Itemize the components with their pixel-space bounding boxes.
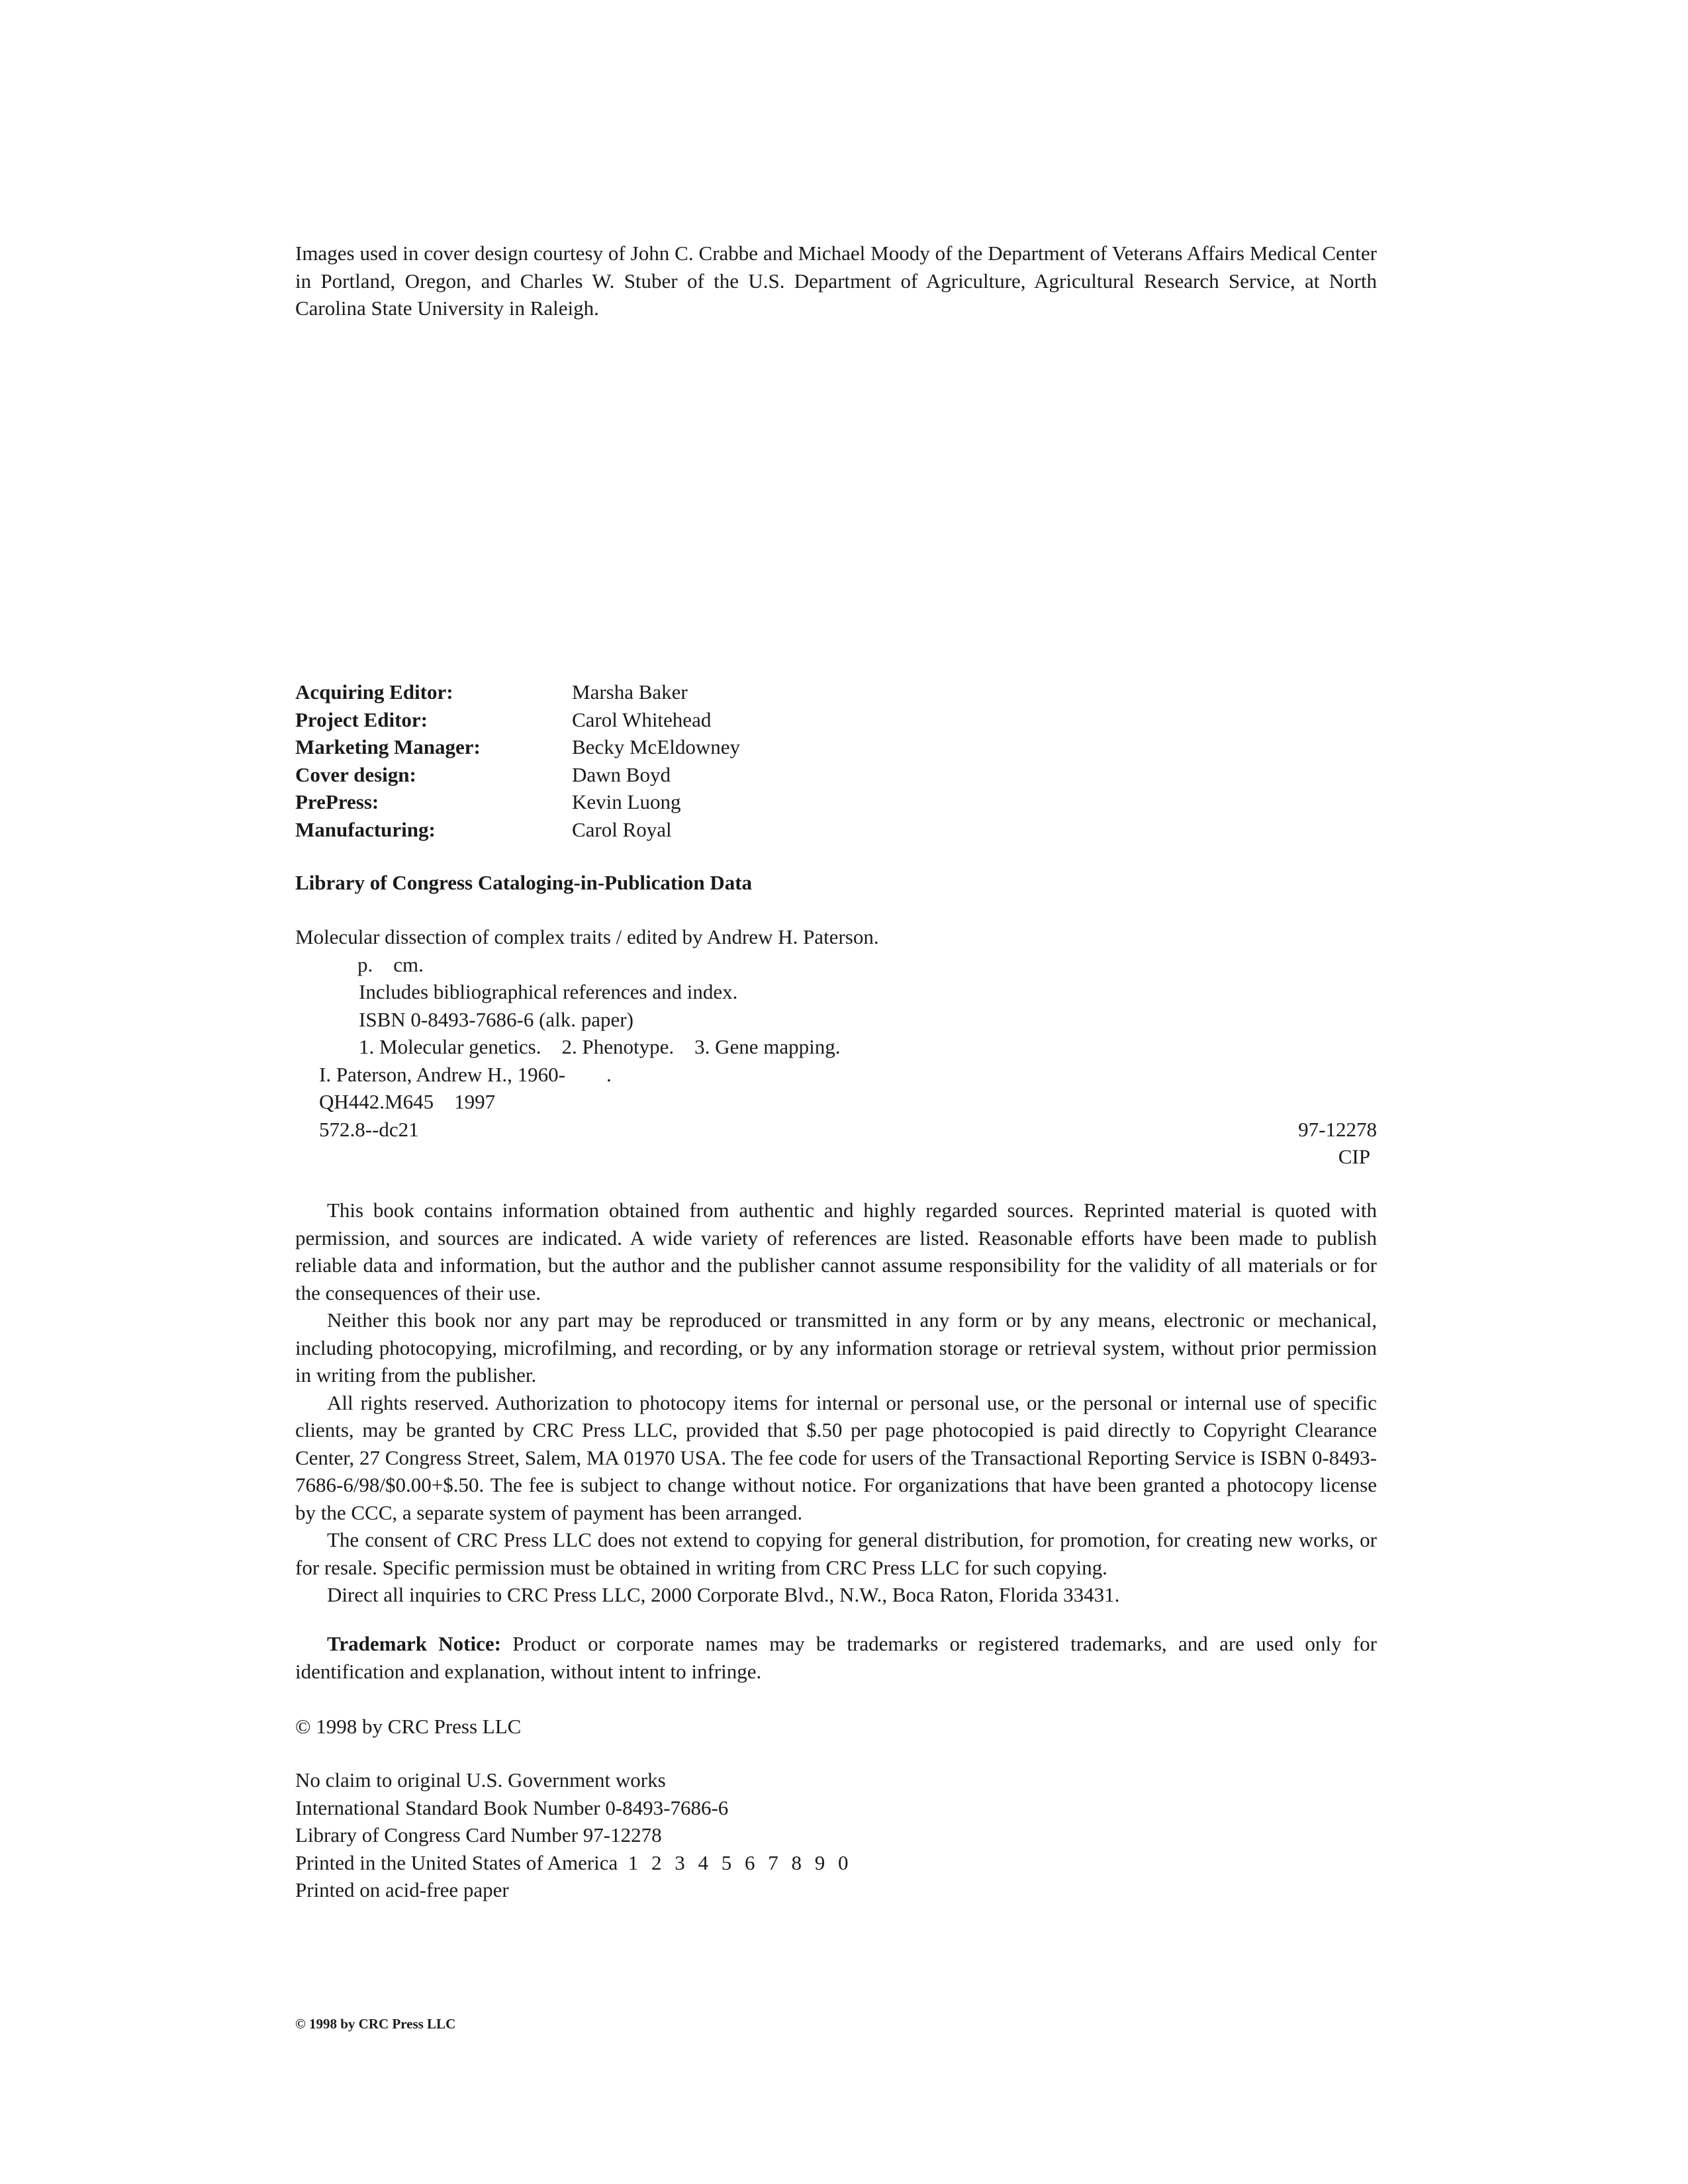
legal-notice bbox=[295, 1197, 1377, 1609]
trademark-paragraph bbox=[295, 1630, 1377, 1685]
credit-name: Becky McEldowney bbox=[572, 735, 740, 758]
cip-label: CIP bbox=[1338, 1145, 1370, 1168]
footer-copyright: © 1998 by CRC Press LLC bbox=[295, 2016, 456, 2032]
credit-name: Carol Royal bbox=[572, 817, 672, 841]
cip-pagination: p. cm. bbox=[357, 952, 424, 976]
cover-credit-paragraph: Images used in cover design courtesy of John C. Crabbe and Michael Moody of the Department of Veterans Affairs Medical Center in Portland, Oregon, and Charles W. Stuber of the U.S. Department of Agriculture, Agricultural Research Service, at North Carolina State University in Raleigh. bbox=[295, 242, 1377, 320]
printing-numbers: 1 2 3 4 5 6 7 8 9 0 bbox=[628, 1850, 849, 1874]
credit-row bbox=[295, 706, 891, 734]
credit-role: Manufacturing: bbox=[295, 817, 436, 841]
legal-paragraph: All rights reserved. Authorization to photocopy items for internal or personal use, or the personal or internal use of specific clients, may be granted by CRC Press LLC, provided that $.50 per page photocopied is paid directly to Copyright Clearance Center, 27 Congress Street, Salem, MA 01970 USA. The fee code for users of the Transactional Reporting Service is ISBN 0-8493-7686-6/98/$0.00+$.50. The fee is subject to change without notice. For organizations that have been granted a photocopy license by the CCC, a separate system of payment has been arranged. bbox=[295, 1390, 1377, 1524]
cip-lccn: 97-12278 bbox=[1298, 1117, 1377, 1141]
credit-row bbox=[295, 761, 891, 789]
trademark-text: Product or corporate names may be trademarks or registered trademarks, and are used only for identification and explanation, without intent to infringe. bbox=[295, 1632, 1377, 1683]
credit-row bbox=[295, 816, 891, 844]
isbn-line: International Standard Book Number 0-8493-7686-6 bbox=[295, 1796, 729, 1819]
credit-name: Kevin Luong bbox=[572, 790, 681, 813]
publication-facts bbox=[295, 1766, 1377, 1904]
copyright-line: © 1998 by CRC Press LLC bbox=[295, 1715, 522, 1738]
credit-role: PrePress: bbox=[295, 790, 379, 813]
printed-in-text: Printed in the United States of America bbox=[295, 1850, 618, 1874]
cip-call-number: QH442.M645 1997 bbox=[319, 1090, 496, 1113]
legal-paragraph: Direct all inquiries to CRC Press LLC, 2000 Corporate Blvd., N.W., Boca Raton, Florida 33431. bbox=[327, 1583, 1120, 1606]
cip-heading: Library of Congress Cataloging-in-Publication Data bbox=[295, 871, 753, 894]
credit-name: Dawn Boyd bbox=[572, 762, 671, 786]
legal-paragraph: The consent of CRC Press LLC does not extend to copying for general distribution, for promotion, for creating new works, or for resale. Specific permission must be obtained in writing from CRC Press LLC for such copying. bbox=[295, 1528, 1377, 1579]
credit-row bbox=[295, 788, 891, 816]
cip-subjects: 1. Molecular genetics. 2. Phenotype. 3. Gene mapping. bbox=[359, 1035, 841, 1058]
credit-role: Cover design: bbox=[295, 762, 416, 786]
credit-row bbox=[295, 733, 891, 761]
gov-works-line: No claim to original U.S. Government works bbox=[295, 1768, 666, 1792]
credit-role: Acquiring Editor: bbox=[295, 680, 453, 704]
legal-paragraph: Neither this book nor any part may be reproduced or transmitted in any form or by any means, electronic or mechanical, including photocopying, microfilming, and recording, or by any information storage or retrieval system, without prior permission in writing from the publisher. bbox=[295, 1308, 1377, 1387]
cip-added-entry: I. Paterson, Andrew H., 1960- . bbox=[319, 1062, 612, 1086]
cip-isbn: ISBN 0-8493-7686-6 (alk. paper) bbox=[359, 1007, 633, 1031]
cip-dewey: 572.8--dc21 bbox=[319, 1117, 419, 1141]
credit-row bbox=[295, 678, 891, 706]
cip-record bbox=[295, 923, 1377, 1171]
credit-role: Marketing Manager: bbox=[295, 735, 481, 758]
credit-role: Project Editor: bbox=[295, 707, 428, 731]
trademark-notice bbox=[295, 1630, 1377, 1685]
cip-title-line: Molecular dissection of complex traits / edited by Andrew H. Paterson. bbox=[295, 925, 879, 948]
trademark-label: Trademark Notice: bbox=[327, 1632, 501, 1655]
cip-bibliography: Includes bibliographical references and index. bbox=[359, 980, 738, 1003]
lccn-line: Library of Congress Card Number 97-12278 bbox=[295, 1823, 662, 1846]
credit-name: Marsha Baker bbox=[572, 680, 688, 704]
credit-name: Carol Whitehead bbox=[572, 707, 712, 731]
printed-in-line bbox=[295, 1849, 1377, 1877]
production-credits bbox=[295, 678, 891, 843]
cip-classification-row bbox=[295, 1116, 1377, 1144]
legal-paragraph: This book contains information obtained from authentic and highly regarded sources. Reprinted material is quoted with permission, and sources are indicated. A wide variety of references are listed. Reasonable efforts have been made to publish reliable data and information, but the author and the publisher cannot assume responsibility for the validity of all materials or for the consequences of their use. bbox=[295, 1199, 1377, 1304]
paper-line: Printed on acid-free paper bbox=[295, 1878, 509, 1901]
